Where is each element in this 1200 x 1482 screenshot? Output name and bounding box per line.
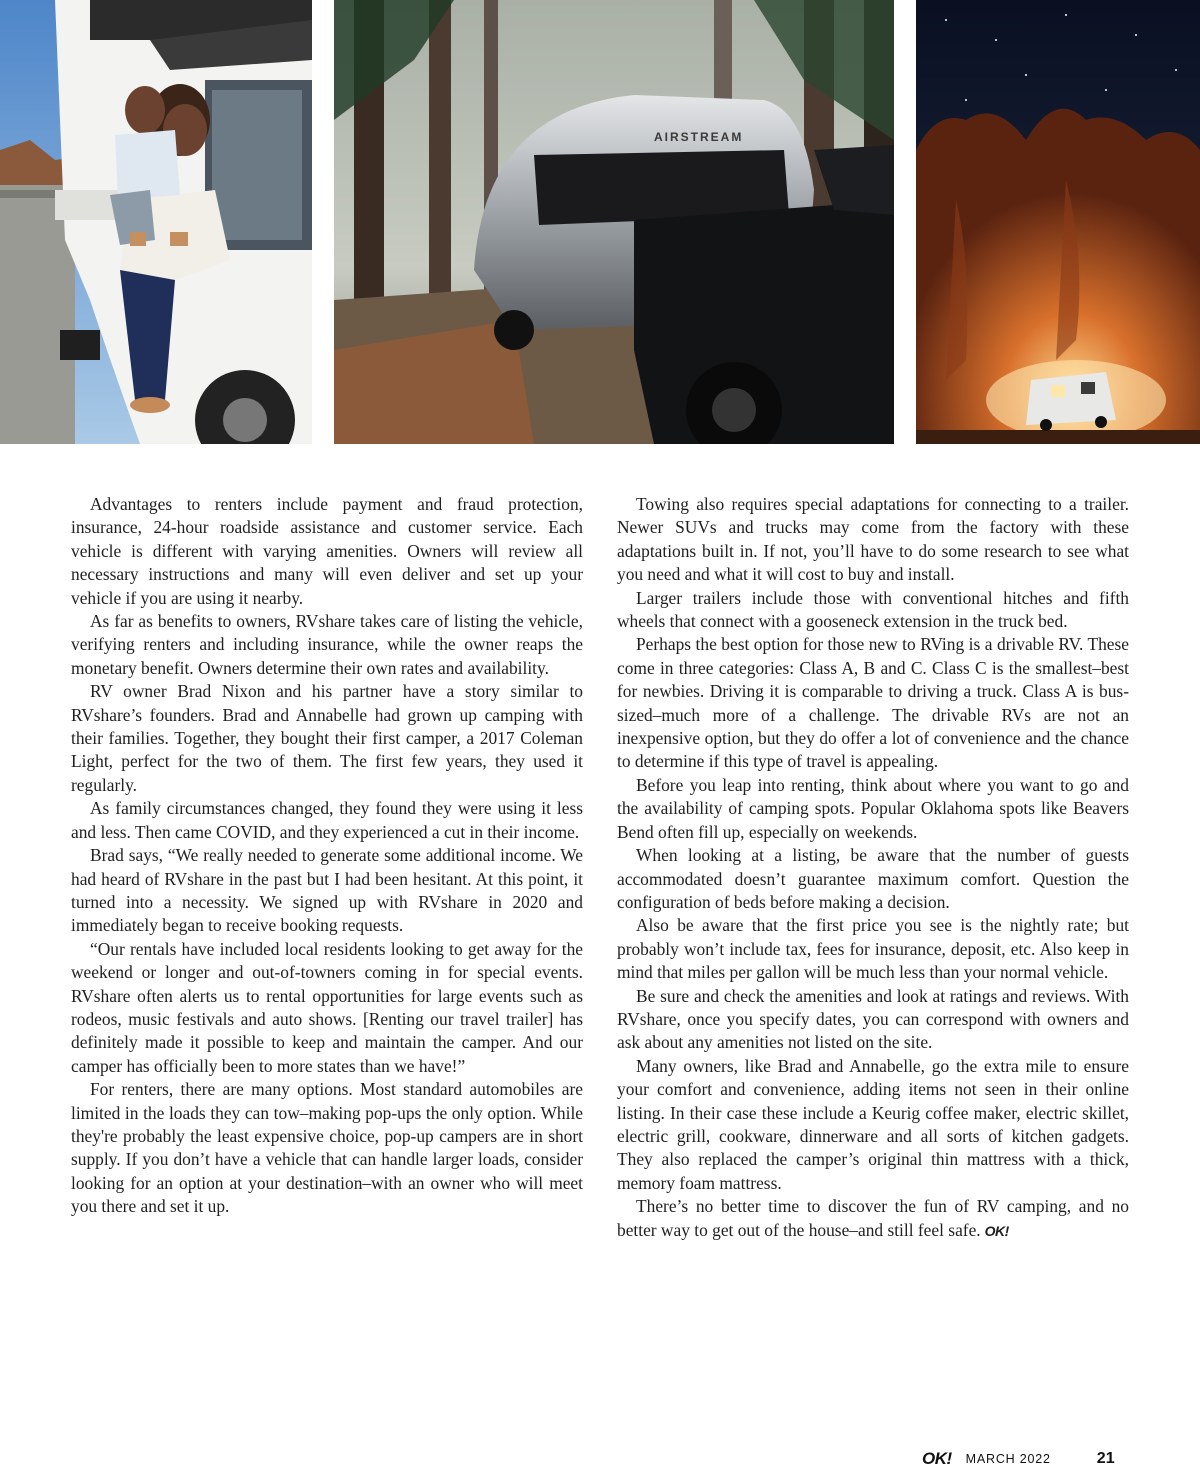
article-paragraph: Larger trailers include those with conventional hitches and fifth wheels that connect with a gooseneck extension in the truck bed. (617, 587, 1129, 632)
airstream-trailer-in-forest-photo (334, 0, 894, 444)
article-left-column (71, 493, 583, 1219)
article-paragraph: Many owners, like Brad and Annabelle, go the extra mile to ensure your comfort and convenience, adding items not seen in their online listing. In their case these include a Keurig coffee maker, electric skillet, electric grill, cookware, dinnerware and all sorts of kitchen gadgets. They also replaced the camper’s original thin mattress with a thick, memory foam mattress. (617, 1055, 1129, 1193)
article-paragraph: “Our rentals have included local residents looking to get away for the weekend or longer and out-of-towners coming in for special events. RVshare often alerts us to rental opportunities for large events such as rodeos, music festivals and auto shows. [Renting our travel trailer] has definitely made it possible to keep and maintain the camper. And our camper has officially been to more states than we have!” (71, 938, 583, 1076)
article-right-column (617, 493, 1129, 1243)
article-paragraph: Advantages to renters include payment and fraud protection, insurance, 24-hour roadside assistance and customer service. Each vehicle is different with varying amenities. Owners will review all necessary instructions and many will even deliver and set up your vehicle if you are using it nearby. (71, 494, 583, 608)
article-paragraph: As family circumstances changed, they found they were using it less and less. Then came COVID, and they experienced a cut in their income. (71, 798, 583, 842)
article-paragraph: Also be aware that the first price you see is the nightly rate; but probably won’t include tax, fees for insurance, deposit, etc. Also keep in mind that miles per gallon will be much less than your normal vehicle. (617, 915, 1129, 983)
article-paragraph: As far as benefits to owners, RVshare takes care of listing the vehicle, verifying renters and including insurance, while the owner reaps the monetary benefit. Owners determine their own rates and availability. (71, 611, 583, 678)
page-footer (922, 1448, 1115, 1470)
article-paragraph-text: There’s no better time to discover the fun of RV camping, and no better way to get out of the house–and still feel safe. (617, 1196, 1129, 1240)
mother-and-child-in-rv-photo (0, 0, 312, 444)
ok-end-mark-logo: OK! (984, 1222, 1009, 1239)
article-final-paragraph (617, 1195, 1129, 1243)
article-paragraph: RV owner Brad Nixon and his partner have a story similar to RVshare’s founders. Brad and Annabelle had grown up camping with their families. Together, they bought their first camper, a 2017 Coleman Light, perfect for the two of them. The first few years, they used it regularly. (71, 681, 583, 795)
article-paragraph: Towing also requires special adaptations for connecting to a trailer. Newer SUVs and trucks may come from the factory with these adaptations built in. If not, you’ll have to do some research to see what you need and what it will cost to buy and install. (617, 494, 1129, 585)
article-paragraph: Before you leap into renting, think about where you want to go and the availability of camping spots. Popular Oklahoma spots like Beavers Bend often fill up, especially on weekends. (617, 774, 1129, 842)
ok-magazine-logo: OK! (922, 1449, 952, 1468)
article-paragraph: When looking at a listing, be aware that the number of guests accommodated doesn’t guarantee maximum comfort. Question the configuration of beds before making a decision. (617, 845, 1129, 912)
article-paragraph: Brad says, “We really needed to generate some additional income. We had heard of RVshare in the past but I had been hesitant. At this point, it turned into a necessity. We signed up with RVshare in 2020 and immediately began to receive booking requests. (71, 845, 583, 936)
svg-text:AIRSTREAM: AIRSTREAM (654, 130, 744, 144)
camper-van-under-rock-formations-photo (916, 0, 1200, 444)
page-number: 21 (1096, 1450, 1115, 1467)
article-paragraph: Be sure and check the amenities and look at ratings and reviews. With RVshare, once you specify dates, you can correspond with owners and ask about any amenities not listed on the site. (617, 985, 1129, 1053)
issue-date: MARCH 2022 (965, 1452, 1051, 1466)
article-paragraph: For renters, there are many options. Most standard automobiles are limited in the loads they can tow–making pop-ups the only option. While they're probably the least expensive choice, pop-up campers are in short supply. If you don’t have a vehicle that can handle larger loads, consider looking for an option at your destination–with an owner who will meet you there and set it up. (71, 1079, 583, 1217)
article-paragraph: Perhaps the best option for those new to RVing is a drivable RV. These come in three categories: Class A, B and C. Class C is the smallest–best for newbies. Driving it is comparable to driving a truck. Class A is bus-sized–much more of a challenge. The drivable RVs are not an inexpensive option, but they do offer a lot of convenience and the chance to determine if this type of travel is appealing. (617, 634, 1129, 772)
